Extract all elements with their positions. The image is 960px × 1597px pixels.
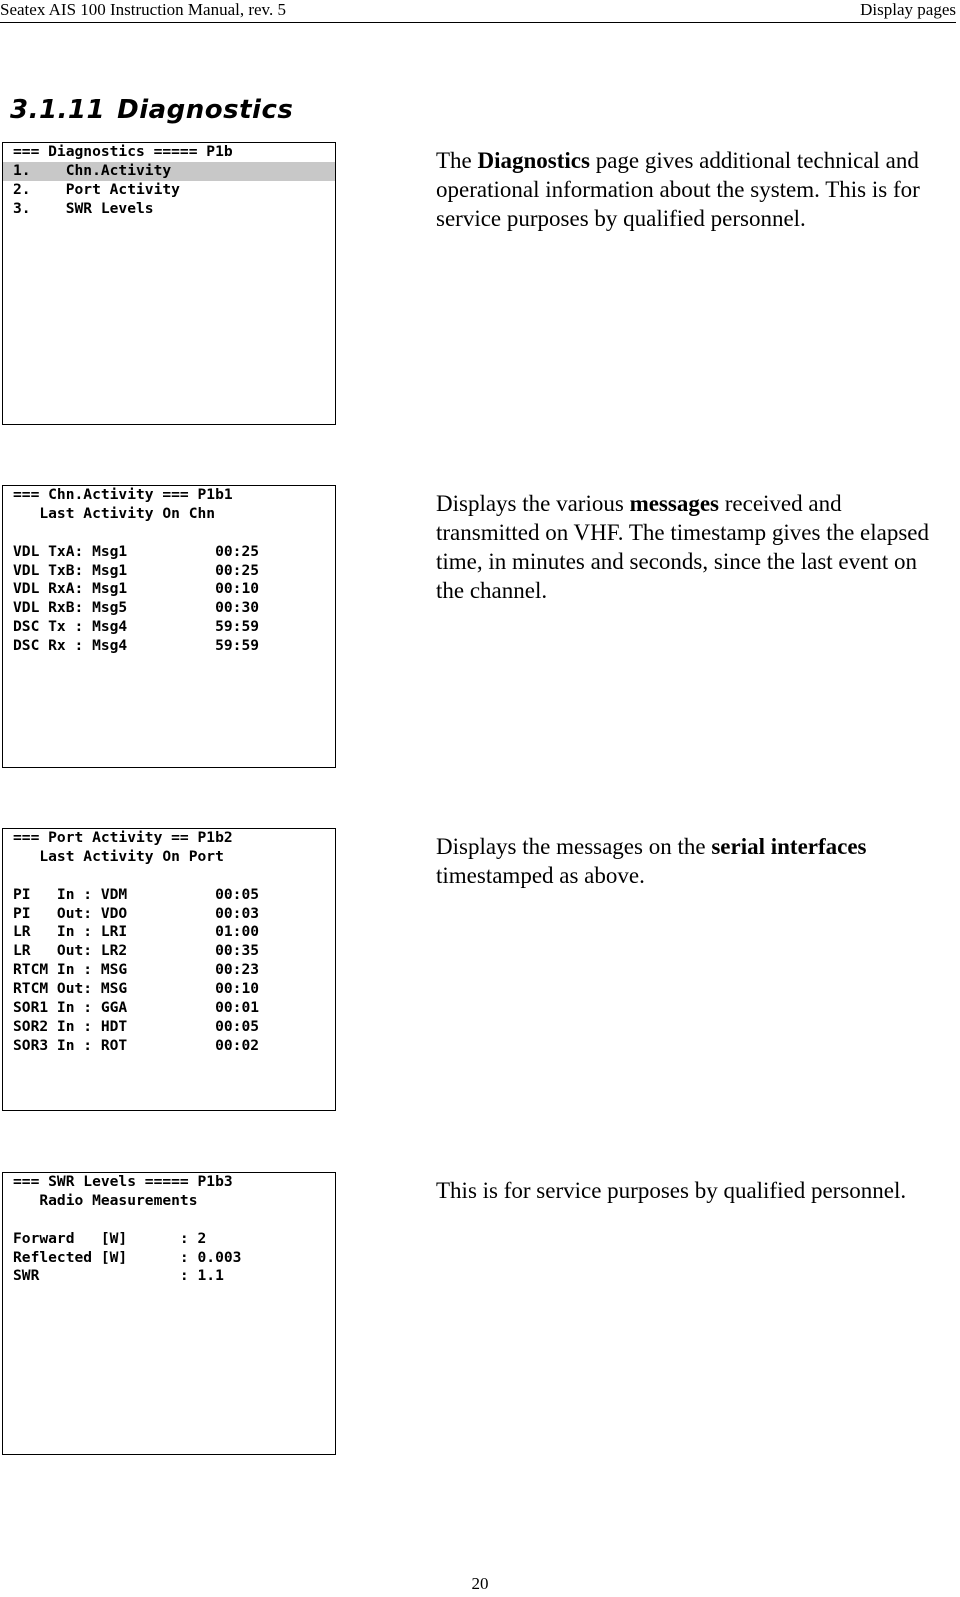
screen-line: SOR2 In : HDT 00:05: [13, 1017, 260, 1035]
swr-levels-description: This is for service purposes by qualified personnel.: [436, 1178, 907, 1203]
screen-line: [3, 1211, 335, 1230]
screen-line: PI Out: VDO 00:03: [13, 904, 260, 922]
chn-activity-description: Displays the various messages received and transmitted on VHF. The timestamp gives the elapsed time, in minutes and seconds, since the last event on the channel.: [436, 491, 930, 603]
screen-line: RTCM In : MSG 00:23: [13, 961, 260, 979]
screen-line: [3, 524, 335, 543]
screen-line: PI In : VDM 00:05: [13, 885, 260, 903]
screen-line: === SWR Levels ===== P1b3: [13, 1173, 233, 1190]
chn-activity-screen: [2, 485, 336, 768]
screen-line: VDL RxB: Msg5 00:30: [13, 599, 260, 617]
screen-line: Last Activity On Chn: [13, 504, 216, 522]
screen-line: === Chn.Activity === P1b1: [13, 486, 233, 503]
diagnostics-screen: [2, 142, 336, 425]
diagnostics-description: The Diagnostics page gives additional technical and operational information about the system. This is for service purposes by qualified personnel.: [436, 148, 920, 231]
port-activity-description: Displays the messages on the serial interfaces timestamped as above.: [436, 834, 867, 888]
screen-line: SWR : 1.1: [13, 1267, 224, 1285]
screen-line: VDL TxB: Msg1 00:25: [13, 561, 260, 579]
screen-line: === Port Activity == P1b2: [13, 829, 233, 846]
section-title-text: Diagnostics: [117, 95, 294, 125]
menu-item-swr-levels[interactable]: 3. SWR Levels: [13, 199, 154, 217]
chapter-title: Display pages: [860, 0, 956, 19]
screen-line: VDL TxA: Msg1 00:25: [13, 542, 260, 560]
page-number: 20: [471, 1574, 489, 1593]
screen-line: DSC Rx : Msg4 59:59: [13, 637, 260, 655]
screen-line: Forward [W] : 2: [13, 1229, 207, 1247]
page-header: [0, 0, 956, 23]
menu-item-chn-activity[interactable]: 1. Chn.Activity: [3, 162, 335, 181]
screen-line: RTCM Out: MSG 00:10: [13, 980, 260, 998]
manual-title: Seatex AIS 100 Instruction Manual, rev. 5: [0, 0, 286, 19]
port-activity-screen: [2, 828, 336, 1111]
screen-line: DSC Tx : Msg4 59:59: [13, 618, 260, 636]
swr-levels-screen: [2, 1172, 336, 1455]
screen-line: Radio Measurements: [13, 1191, 198, 1209]
screen-line: LR Out: LR2 00:35: [13, 942, 260, 960]
screen-line: SOR3 In : ROT 00:02: [13, 1036, 260, 1054]
screen-line: SOR1 In : GGA 00:01: [13, 999, 260, 1017]
screen-line: Last Activity On Port: [13, 847, 224, 865]
section-number: 3.1.11: [10, 95, 106, 125]
section-heading: [10, 95, 293, 125]
screen-line: === Diagnostics ===== P1b: [13, 143, 233, 160]
screen-line: VDL RxA: Msg1 00:10: [13, 580, 260, 598]
screen-line: [3, 867, 335, 886]
screen-line: LR In : LRI 01:00: [13, 923, 260, 941]
menu-item-port-activity[interactable]: 2. Port Activity: [13, 180, 180, 198]
screen-line: Reflected [W] : 0.003: [13, 1248, 242, 1266]
